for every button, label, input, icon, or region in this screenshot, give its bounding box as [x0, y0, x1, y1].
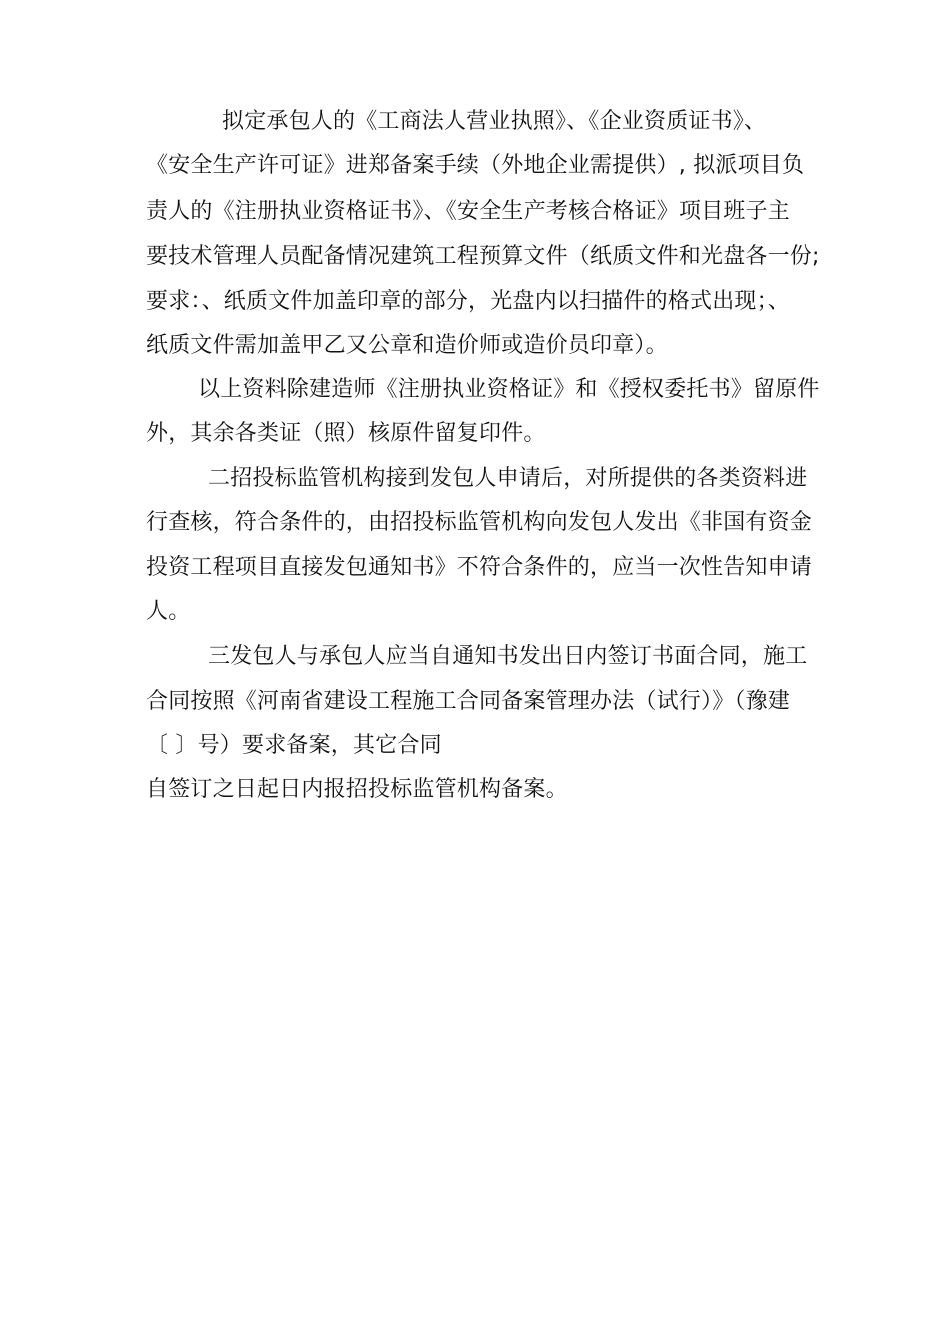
paragraph-line: 纸质文件需加盖甲乙又公章和造价师或造价员印章）。 [146, 333, 668, 358]
paragraph-line: 二招投标监管机构接到发包人申请后，对所提供的各类资料进 [208, 466, 808, 491]
paragraph-line: 自签订之日起日内报招投标监管机构备案。 [146, 777, 568, 802]
paragraph-line: 三发包人与承包人应当自通知书发出日内签订书面合同，施工 [208, 644, 808, 669]
paragraph-line: 投资工程项目直接发包通知书》不符合条件的，应当一次性告知申请 [146, 555, 813, 580]
paragraph-line: 人。 [146, 599, 191, 624]
paragraph-line: 以上资料除建造师《注册执业资格证》和《授权委托书》留原件 [198, 377, 820, 402]
paragraph-line: 要技术管理人员配备情况建筑工程预算文件（纸质文件和光盘各一份; [146, 244, 820, 269]
paragraph-line: 要求：、纸质文件加盖印章的部分，光盘内以扫描件的格式出现；、 [146, 289, 791, 314]
paragraph-line: 《安全生产许可证》进郑备案手续（外地企业需提供）, 拟派项目负 [146, 153, 805, 178]
paragraph-line: 外，其余各类证（照）核原件留复印件。 [146, 421, 546, 446]
paragraph-line: 责人的《注册执业资格证书》、《安全生产考核合格证》项目班子主 [146, 199, 791, 224]
paragraph-line: 行查核，符合条件的，由招投标监管机构向发包人发出《非国有资金 [146, 510, 813, 535]
paragraph-line: 〔 〕号）要求备案，其它合同 [146, 733, 442, 758]
paragraph-line: 拟定承包人的《工商法人营业执照》、《企业资质证书》、 [222, 109, 767, 134]
paragraph-line: 合同按照《河南省建设工程施工合同备案管理办法（试行）》（豫建 [146, 689, 791, 714]
